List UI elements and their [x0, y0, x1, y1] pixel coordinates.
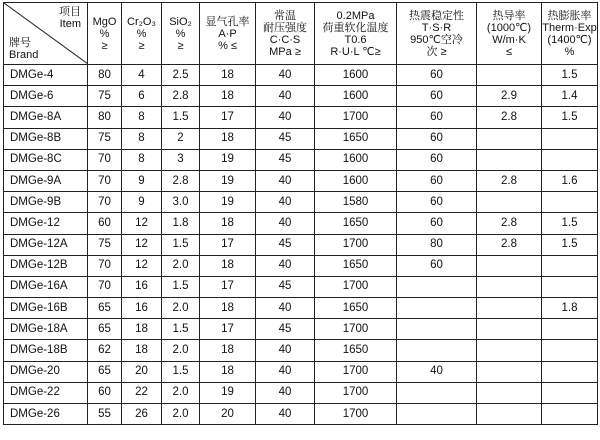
- value-cell: 1.5: [542, 234, 598, 255]
- column-header-line: SiO₂: [169, 15, 192, 28]
- value-cell: 1600: [315, 170, 397, 191]
- value-cell: 75: [88, 234, 122, 255]
- column-header-line: Therm·Exp: [542, 21, 597, 34]
- table-row: [4, 319, 598, 340]
- brand-cell: DMGe-12A: [4, 234, 88, 255]
- value-cell: 70: [88, 276, 122, 297]
- column-header-line: A·P: [218, 27, 237, 40]
- value-cell: 18: [200, 128, 256, 149]
- value-cell: 8: [122, 149, 162, 170]
- value-cell: 45: [256, 128, 315, 149]
- value-cell: [542, 319, 598, 340]
- value-cell: 1700: [315, 361, 397, 382]
- value-cell: 40: [256, 107, 315, 128]
- value-cell: 55: [88, 404, 122, 425]
- value-cell: 40: [256, 170, 315, 191]
- value-cell: 19: [200, 382, 256, 403]
- brand-cell: DMGe-22: [4, 382, 88, 403]
- value-cell: [397, 319, 477, 340]
- value-cell: 80: [397, 234, 477, 255]
- column-header-line: Cr₂O₃: [127, 15, 156, 28]
- value-cell: 1650: [315, 213, 397, 234]
- brand-label-en: Brand: [9, 49, 39, 61]
- column-header-line: 耐压强度: [263, 21, 307, 34]
- column-header-line: T0.6: [344, 33, 367, 46]
- value-cell: 2.0: [162, 298, 200, 319]
- value-cell: 65: [88, 361, 122, 382]
- value-cell: 2.0: [162, 382, 200, 403]
- table-row: [4, 276, 598, 297]
- value-cell: 1650: [315, 128, 397, 149]
- column-header-line: ≥: [138, 39, 145, 52]
- value-cell: 1700: [315, 319, 397, 340]
- value-cell: 18: [200, 361, 256, 382]
- brand-cell: DMGe-26: [4, 404, 88, 425]
- value-cell: 60: [88, 213, 122, 234]
- value-cell: 1600: [315, 86, 397, 107]
- value-cell: 20: [200, 404, 256, 425]
- brand-cell: DMGe-8A: [4, 107, 88, 128]
- column-header-line: MgO: [92, 15, 117, 28]
- column-header-line: 荷重软化温度: [322, 21, 389, 34]
- column-header: [88, 3, 122, 65]
- value-cell: 18: [200, 213, 256, 234]
- value-cell: 75: [88, 128, 122, 149]
- value-cell: 2: [162, 128, 200, 149]
- value-cell: 1600: [315, 65, 397, 86]
- brand-label: [9, 37, 38, 61]
- table-row: [4, 382, 598, 403]
- value-cell: 18: [200, 65, 256, 86]
- value-cell: 1.5: [162, 276, 200, 297]
- item-label-cn: 项目: [59, 6, 81, 18]
- value-cell: [477, 128, 542, 149]
- value-cell: 45: [256, 149, 315, 170]
- value-cell: 60: [397, 213, 477, 234]
- table-row: [4, 361, 598, 382]
- brand-cell: DMGe-18A: [4, 319, 88, 340]
- value-cell: 8: [122, 128, 162, 149]
- column-header: [256, 3, 315, 65]
- value-cell: 60: [397, 107, 477, 128]
- value-cell: 2.8: [477, 170, 542, 191]
- value-cell: 19: [200, 192, 256, 213]
- table-row: [4, 170, 598, 191]
- value-cell: [542, 128, 598, 149]
- value-cell: 40: [256, 382, 315, 403]
- value-cell: 40: [256, 192, 315, 213]
- value-cell: 60: [397, 170, 477, 191]
- value-cell: 75: [88, 86, 122, 107]
- value-cell: 2.9: [477, 86, 542, 107]
- value-cell: [542, 255, 598, 276]
- value-cell: [397, 340, 477, 361]
- column-header-line: ≥: [177, 39, 184, 52]
- value-cell: 12: [122, 234, 162, 255]
- brand-cell: DMGe-16B: [4, 298, 88, 319]
- value-cell: 1.5: [162, 234, 200, 255]
- value-cell: 9: [122, 192, 162, 213]
- column-header-line: 次 ≥: [426, 45, 447, 58]
- value-cell: 1.5: [542, 213, 598, 234]
- column-header-line: 热导率: [492, 9, 526, 22]
- value-cell: 17: [200, 276, 256, 297]
- value-cell: [477, 361, 542, 382]
- column-header: [397, 3, 477, 65]
- value-cell: 60: [397, 192, 477, 213]
- table-row: [4, 255, 598, 276]
- value-cell: 70: [88, 170, 122, 191]
- column-header-line: MPa ≥: [269, 45, 301, 58]
- value-cell: 18: [122, 319, 162, 340]
- table-row: [4, 234, 598, 255]
- value-cell: 1580: [315, 192, 397, 213]
- value-cell: [542, 192, 598, 213]
- value-cell: 70: [88, 255, 122, 276]
- item-label-en: Item: [59, 18, 81, 30]
- value-cell: 45: [256, 276, 315, 297]
- value-cell: 1.5: [162, 107, 200, 128]
- column-header-line: (1400℃): [547, 33, 592, 46]
- table-row: [4, 128, 598, 149]
- column-header: [200, 3, 256, 65]
- value-cell: 26: [122, 404, 162, 425]
- brand-cell: DMGe-16A: [4, 276, 88, 297]
- value-cell: 22: [122, 382, 162, 403]
- value-cell: 17: [200, 234, 256, 255]
- value-cell: [477, 298, 542, 319]
- value-cell: 2.8: [477, 234, 542, 255]
- value-cell: 1.5: [542, 107, 598, 128]
- column-header: [122, 3, 162, 65]
- value-cell: 40: [397, 361, 477, 382]
- value-cell: 40: [256, 255, 315, 276]
- value-cell: 3: [162, 149, 200, 170]
- value-cell: 40: [256, 361, 315, 382]
- column-header: [542, 3, 598, 65]
- value-cell: 70: [88, 192, 122, 213]
- value-cell: 40: [256, 340, 315, 361]
- column-header-line: 显气孔率: [205, 15, 250, 28]
- column-header-line: %: [175, 27, 186, 40]
- value-cell: [477, 276, 542, 297]
- table-row: [4, 149, 598, 170]
- column-header-line: 热膨胀率: [547, 9, 592, 22]
- value-cell: 1650: [315, 298, 397, 319]
- column-header: [162, 3, 200, 65]
- value-cell: 18: [200, 298, 256, 319]
- column-header-line: W/m·K: [492, 33, 526, 46]
- value-cell: [397, 276, 477, 297]
- brand-cell: DMGe-9B: [4, 192, 88, 213]
- value-cell: 1650: [315, 340, 397, 361]
- brand-cell: DMGe-9A: [4, 170, 88, 191]
- brand-cell: DMGe-6: [4, 86, 88, 107]
- value-cell: 16: [122, 298, 162, 319]
- table-row: [4, 340, 598, 361]
- table-row: [4, 213, 598, 234]
- value-cell: 18: [200, 86, 256, 107]
- corner-header-cell: [4, 3, 88, 65]
- value-cell: 18: [200, 340, 256, 361]
- item-label: [59, 6, 81, 30]
- value-cell: 3.0: [162, 192, 200, 213]
- column-header-line: R·U·L ℃≥: [330, 45, 381, 58]
- value-cell: 1.8: [162, 213, 200, 234]
- value-cell: 60: [397, 65, 477, 86]
- value-cell: [477, 404, 542, 425]
- value-cell: 40: [256, 298, 315, 319]
- value-cell: 16: [122, 276, 162, 297]
- value-cell: 2.0: [162, 340, 200, 361]
- column-header-line: 0.2MPa: [336, 9, 375, 22]
- column-header-line: %: [136, 27, 147, 40]
- value-cell: 60: [88, 382, 122, 403]
- value-cell: 2.0: [162, 255, 200, 276]
- column-header-line: ≥: [101, 39, 108, 52]
- value-cell: 62: [88, 340, 122, 361]
- table-row: [4, 86, 598, 107]
- value-cell: 18: [122, 340, 162, 361]
- spec-table-container: [3, 2, 597, 435]
- table-row: [4, 298, 598, 319]
- value-cell: 2.0: [162, 404, 200, 425]
- value-cell: 18: [200, 255, 256, 276]
- value-cell: 1700: [315, 107, 397, 128]
- column-header-line: ≤: [505, 45, 513, 58]
- value-cell: 1.5: [162, 361, 200, 382]
- column-header-line: T·S·R: [421, 21, 452, 34]
- value-cell: 1700: [315, 404, 397, 425]
- value-cell: 20: [122, 361, 162, 382]
- value-cell: 60: [397, 149, 477, 170]
- value-cell: 60: [397, 255, 477, 276]
- value-cell: 65: [88, 319, 122, 340]
- value-cell: [477, 149, 542, 170]
- brand-cell: DMGe-20: [4, 361, 88, 382]
- value-cell: 60: [397, 86, 477, 107]
- value-cell: 2.8: [162, 86, 200, 107]
- value-cell: 40: [256, 213, 315, 234]
- value-cell: 1.5: [162, 319, 200, 340]
- value-cell: 80: [88, 107, 122, 128]
- value-cell: 12: [122, 213, 162, 234]
- value-cell: 40: [256, 86, 315, 107]
- value-cell: 1.5: [542, 65, 598, 86]
- value-cell: [542, 276, 598, 297]
- value-cell: 2.8: [477, 213, 542, 234]
- value-cell: 17: [200, 319, 256, 340]
- value-cell: [477, 340, 542, 361]
- brand-label-cn: 牌号: [9, 37, 31, 49]
- value-cell: 1.8: [542, 298, 598, 319]
- value-cell: 8: [122, 107, 162, 128]
- value-cell: 1600: [315, 149, 397, 170]
- brand-cell: DMGe-8B: [4, 128, 88, 149]
- value-cell: [542, 340, 598, 361]
- column-header-line: %: [99, 27, 110, 40]
- value-cell: 1.4: [542, 86, 598, 107]
- column-header-line: 常温: [274, 9, 296, 22]
- value-cell: [542, 149, 598, 170]
- value-cell: 4: [122, 65, 162, 86]
- column-header-line: % ≤: [218, 39, 237, 52]
- value-cell: 1.6: [542, 170, 598, 191]
- value-cell: 45: [256, 319, 315, 340]
- value-cell: 80: [88, 65, 122, 86]
- column-header-line: %: [564, 45, 575, 58]
- header-row: [4, 3, 598, 65]
- value-cell: 40: [256, 65, 315, 86]
- brand-cell: DMGe-12B: [4, 255, 88, 276]
- value-cell: 40: [256, 404, 315, 425]
- table-row: [4, 192, 598, 213]
- value-cell: [397, 298, 477, 319]
- value-cell: 70: [88, 149, 122, 170]
- value-cell: 2.5: [162, 65, 200, 86]
- value-cell: [397, 404, 477, 425]
- column-header: [477, 3, 542, 65]
- table-row: [4, 65, 598, 86]
- value-cell: [542, 404, 598, 425]
- value-cell: 2.8: [162, 170, 200, 191]
- value-cell: 1650: [315, 255, 397, 276]
- column-header: [315, 3, 397, 65]
- value-cell: [477, 65, 542, 86]
- value-cell: 17: [200, 107, 256, 128]
- column-header-line: 热震稳定性: [409, 9, 464, 22]
- value-cell: 45: [256, 234, 315, 255]
- value-cell: [397, 382, 477, 403]
- value-cell: 1700: [315, 234, 397, 255]
- column-header-line: (1000℃): [486, 21, 532, 34]
- table-body: [4, 65, 598, 425]
- brand-cell: DMGe-4: [4, 65, 88, 86]
- value-cell: [477, 192, 542, 213]
- brand-cell: DMGe-8C: [4, 149, 88, 170]
- value-cell: [542, 361, 598, 382]
- value-cell: 19: [200, 170, 256, 191]
- value-cell: 9: [122, 170, 162, 191]
- table-row: [4, 107, 598, 128]
- table-row: [4, 404, 598, 425]
- value-cell: 2.8: [477, 107, 542, 128]
- value-cell: 19: [200, 149, 256, 170]
- value-cell: [477, 255, 542, 276]
- value-cell: 60: [397, 128, 477, 149]
- value-cell: 12: [122, 255, 162, 276]
- column-header-line: 950℃空冷: [410, 33, 463, 46]
- value-cell: [542, 382, 598, 403]
- value-cell: [477, 382, 542, 403]
- value-cell: [477, 319, 542, 340]
- spec-table: [3, 2, 598, 425]
- value-cell: 65: [88, 298, 122, 319]
- brand-cell: DMGe-18B: [4, 340, 88, 361]
- column-header-line: C·C·S: [269, 33, 301, 46]
- value-cell: 1700: [315, 276, 397, 297]
- value-cell: 1700: [315, 382, 397, 403]
- brand-cell: DMGe-12: [4, 213, 88, 234]
- value-cell: 6: [122, 86, 162, 107]
